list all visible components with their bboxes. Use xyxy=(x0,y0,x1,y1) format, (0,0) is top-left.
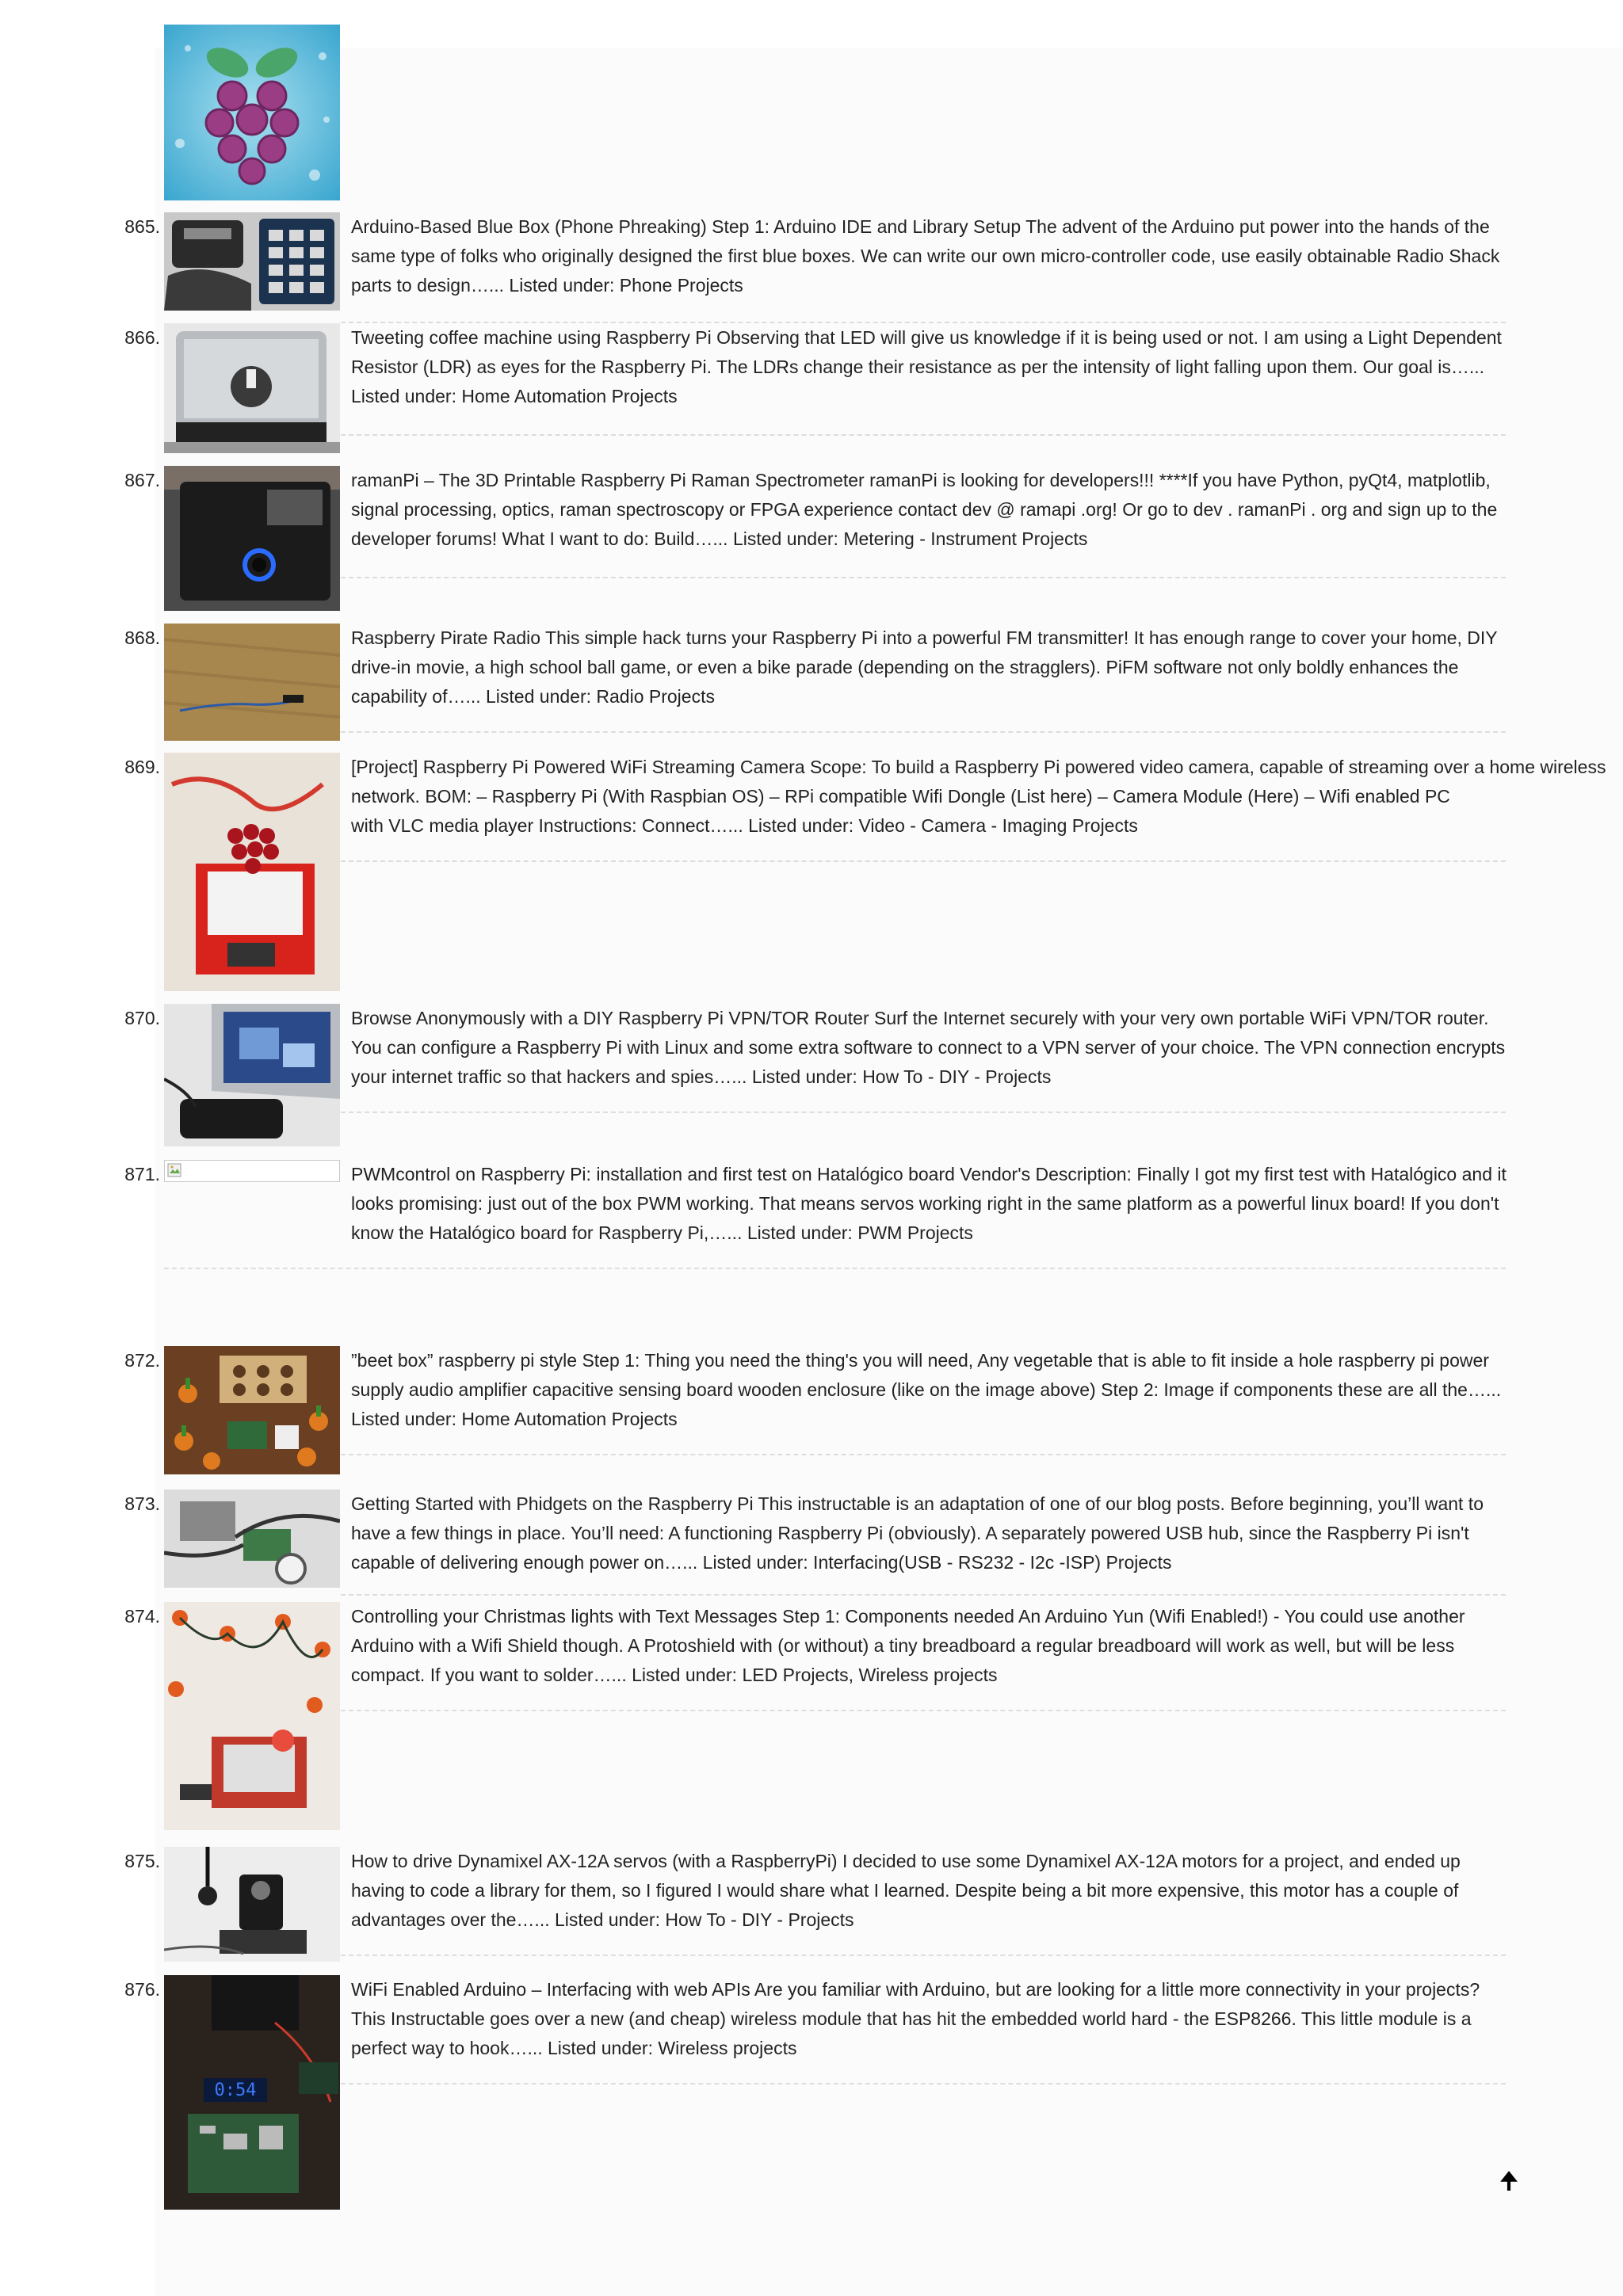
item-number: 865. xyxy=(124,216,160,237)
display-readout: 0:54 xyxy=(214,2081,257,2100)
item-separator xyxy=(341,1710,1506,1711)
item-description[interactable]: PWMcontrol on Raspberry Pi: installation and first test on Hatalógico board Vendor's Description: Finally I got my first test with Hatalógico and it looks promising: just out of the box PWM working. That means servos working right in the same platform as a powerful linux board! If you don't know the Hatalógico board for Raspberry Pi,…... Listed under: PWM Projects xyxy=(351,1164,1507,1243)
item-separator xyxy=(341,434,1506,436)
item-separator xyxy=(341,1955,1506,1956)
item-description[interactable]: Getting Started with Phidgets on the Raspberry Pi This instructable is an adaptation of one of our blog posts. Before beginning, you’ll want to have a few things in place. You’ll need: A functioning Raspberry Pi (obviously). A separately powered USB hub, since the Raspberry Pi isn't capable of delivering enough power on…... Listed under: Interfacing(USB - RS232 - I2c -ISP) Projects xyxy=(351,1493,1484,1573)
item-thumbnail[interactable] xyxy=(164,323,340,453)
item-number: 871. xyxy=(124,1164,160,1184)
item-description[interactable]: Arduino-Based Blue Box (Phone Phreaking) Step 1: Arduino IDE and Library Setup The advent of the Arduino put power into the hands of the same type of folks who originally designed the first blue boxes. We can write our own micro-controller code, use easily obtainable Radio Shack parts to design…... Listed under: Phone Projects xyxy=(351,216,1500,296)
item-description[interactable]: Controlling your Christmas lights with Text Messages Step 1: Components needed An Arduino Yun (Wifi Enabled!) - You could use another Arduino with a Wifi Shield though. A Protoshield with (or without) a tiny breadboard a regular breadboard will work as well, but will be less compact. If you want to solder…... Listed under: LED Projects, Wireless projects xyxy=(351,1606,1465,1685)
item-number: 866. xyxy=(124,327,160,348)
item-thumbnail[interactable] xyxy=(164,753,340,991)
back-to-top-button[interactable] xyxy=(1498,2168,1520,2195)
item-separator xyxy=(341,860,1506,862)
item-number: 867. xyxy=(124,470,160,490)
item-description[interactable]: Browse Anonymously with a DIY Raspberry Pi VPN/TOR Router Surf the Internet securely with your very own portable WiFi VPN/TOR router. You can configure a Raspberry Pi with Linux and some extra software to connect to a VPN server of your choice. The VPN connection encrypts your internet traffic so that hackers and spies…... Listed under: How To - DIY - Projects xyxy=(351,1008,1506,1087)
broken-image-icon xyxy=(166,1162,184,1180)
item-separator xyxy=(341,1112,1506,1113)
item-number: 869. xyxy=(124,757,160,777)
item-thumbnail[interactable] xyxy=(164,1975,340,2210)
item-description-line: network. BOM: – Raspberry Pi (With Raspbian OS) – RPi compatible Wifi Dongle (List here) – Camera Module (Here) – Wifi enabled PC xyxy=(351,786,1450,807)
item-description[interactable]: How to drive Dynamixel AX-12A servos (with a RaspberryPi) I decided to use some Dynamixel AX-12A motors for a project, and ended up having to code a library for them, so I figured I would share what I learned. Despite being a bit more expensive, this motor has a couple of advantages over the…... Listed under: How To - DIY - Projects xyxy=(351,1851,1461,1930)
item-description[interactable]: WiFi Enabled Arduino – Interfacing with web APIs Are you familiar with Arduino, but are looking for a little more connectivity in your projects? This Instructable goes over a new (and cheap) wireless module that has hit the embedded world hard - the ESP8266. This little module is a perfect way to hook…... Listed under: Wireless projects xyxy=(351,1979,1480,2058)
item-number: 876. xyxy=(124,1979,160,2000)
item-thumbnail[interactable] xyxy=(164,1346,340,1474)
arrow-up-icon: 🠉 xyxy=(1499,2168,1519,2195)
item-separator xyxy=(341,2083,1506,2084)
item-separator xyxy=(341,1594,1506,1596)
item-number: 873. xyxy=(124,1493,160,1514)
item-separator xyxy=(341,1454,1506,1455)
item-description[interactable]: Raspberry Pirate Radio This simple hack turns your Raspberry Pi into a powerful FM transmitter! It has enough range to cover your home, DIY drive-in movie, a high school ball game, or even a bike parade (depending on the stragglers). PiFM software not only boldly enhances the capability of…... Listed under: Radio Projects xyxy=(351,627,1498,707)
item-separator xyxy=(341,731,1506,733)
item-number: 875. xyxy=(124,1851,160,1871)
item-thumbnail[interactable] xyxy=(164,212,340,311)
item-description[interactable]: Tweeting coffee machine using Raspberry Pi Observing that LED will give us knowledge if it is being used or not. I am using a Light Dependent Resistor (LDR) as eyes for the Raspberry Pi. The LDRs change their resistance as per the intensity of light falling upon them. Our goal is…... Listed under: Home Automation Projects xyxy=(351,327,1502,406)
item-number: 870. xyxy=(124,1008,160,1028)
item-description-line: with VLC media player Instructions: Connect…... Listed under: Video - Camera - Imaging Projects xyxy=(351,815,1138,836)
item-separator xyxy=(164,1268,1506,1269)
item-thumbnail[interactable] xyxy=(164,1602,340,1830)
item-description[interactable]: ”beet box” raspberry pi style Step 1: Thing you need the thing's you will need, Any vegetable that is able to fit inside a hole raspberry pi power supply audio amplifier capacitive sensing board wooden enclosure (like on the image above) Step 2: Image if components these are all the…... Listed under: Home Automation Projects xyxy=(351,1350,1502,1429)
item-thumbnail[interactable] xyxy=(164,466,340,611)
item-number: 872. xyxy=(124,1350,160,1371)
item-description[interactable]: ramanPi – The 3D Printable Raspberry Pi Raman Spectrometer ramanPi is looking for developers!!! ****If you have Python, pyQt4, matplotlib, signal processing, optics, raman spectroscopy or FPGA experience contact dev @ ramapi .org! Or go to dev . ramanPi . org and sign up to the developer forums! What I want to do: Build…... Listed under: Metering - Instrument Projects xyxy=(351,470,1498,549)
item-thumbnail-broken[interactable] xyxy=(164,1160,340,1182)
item-thumbnail[interactable] xyxy=(164,1004,340,1146)
item-description[interactable] xyxy=(351,753,1606,841)
item-thumbnail[interactable] xyxy=(164,1489,340,1588)
item-thumbnail[interactable] xyxy=(164,624,340,741)
item-thumbnail[interactable] xyxy=(164,1847,340,1962)
item-description-line: [Project] Raspberry Pi Powered WiFi Streaming Camera Scope: To build a Raspberry Pi powered video camera, capable of streaming over a home wireless xyxy=(351,757,1606,777)
item-number: 874. xyxy=(124,1606,160,1627)
item-number: 868. xyxy=(124,627,160,648)
item-separator xyxy=(341,577,1506,578)
